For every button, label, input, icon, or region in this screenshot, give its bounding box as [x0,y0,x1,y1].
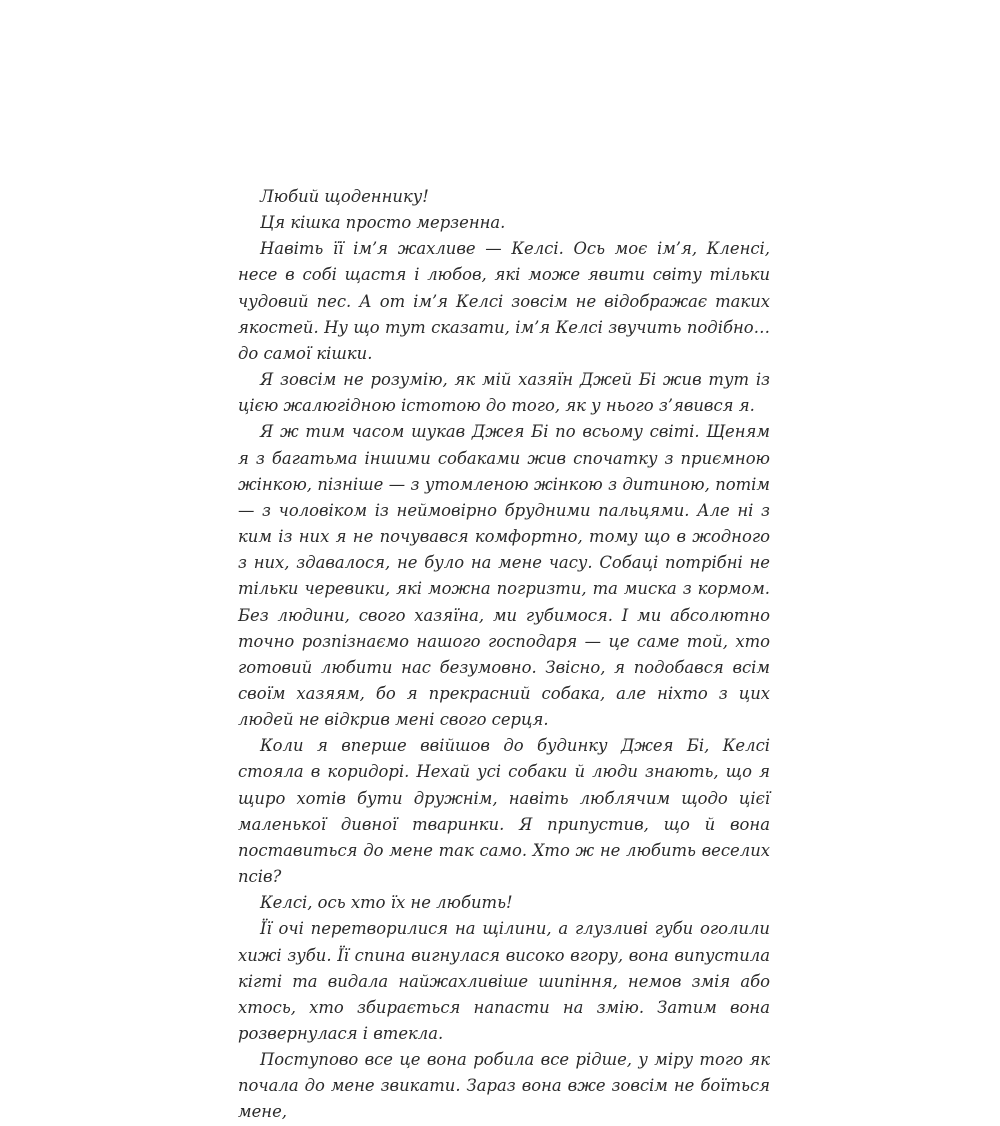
paragraph-greeting: Любий щоденнику! [260,187,429,206]
paragraph: Келсі, ось хто їх не любить! [260,893,513,913]
paragraph: Я ж тим часом шукав Джея Бі по всьому світі. Щеням я з багатьма іншими собаками жив спочатку з приємною жінкою, пізніше — з утомленою жінкою з дитиною, потім — з чоловіком із неймовірно брудними пальцями. Але ні з ким із них я не почувався комфортно, тому що в жодного з них, здавалося, не було на мене часу. Собаці потрібні не тільки черевики, які можна погризти, та миска з кормом. Без людини, свого хазяїна, ми губимося. І ми абсолютно точно розпізнаємо нашого господаря — це саме той, хто готовий любити нас безумовно. Звісно, я подобався всім своїм хазяям, бо я прекрасний собака, але ніхто з цих людей не відкрив мені свого серця. [238,422,770,730]
paragraph: Я зовсім не розумію, як мій хазяїн Джей Бі жив тут із цією жалюгідною істотою до того, як у нього з’явився я. [238,370,770,416]
paragraph: Поступово все це вона робила все рідше, у міру того як почала до мене звикати. Зараз вона вже зовсім не боїться мене, [238,1050,770,1122]
diary-text [238,184,770,1126]
paragraph: Ця кішка просто мерзенна. [260,213,506,233]
paragraph: Навіть її ім’я жахливе — Келсі. Ось моє ім’я, Кленсі, несе в собі щастя і любов, які може явити світу тільки чудовий пес. А от ім’я Келсі зовсім не відображає таких якостей. Ну що тут сказати, ім’я Келсі звучить подібно… до самої кішки. [238,239,770,363]
paragraph: Коли я вперше ввійшов до будинку Джея Бі, Келсі стояла в коридорі. Нехай усі собаки й люди знають, що я щиро хотів бути дружнім, навіть люблячим щодо цієї маленької дивної тваринки. Я припустив, що й вона поставиться до мене так само. Хто ж не любить веселих псів? [238,736,770,887]
paragraph: Її очі перетворилися на щілини, а глузливі губи оголили хижі зуби. Її спина вигнулася високо вгору, вона випустила кігті та видала найжахливіше шипіння, немов змія або хтось, хто збирається напасти на змію. Затим вона розвернулася і втекла. [238,919,770,1043]
